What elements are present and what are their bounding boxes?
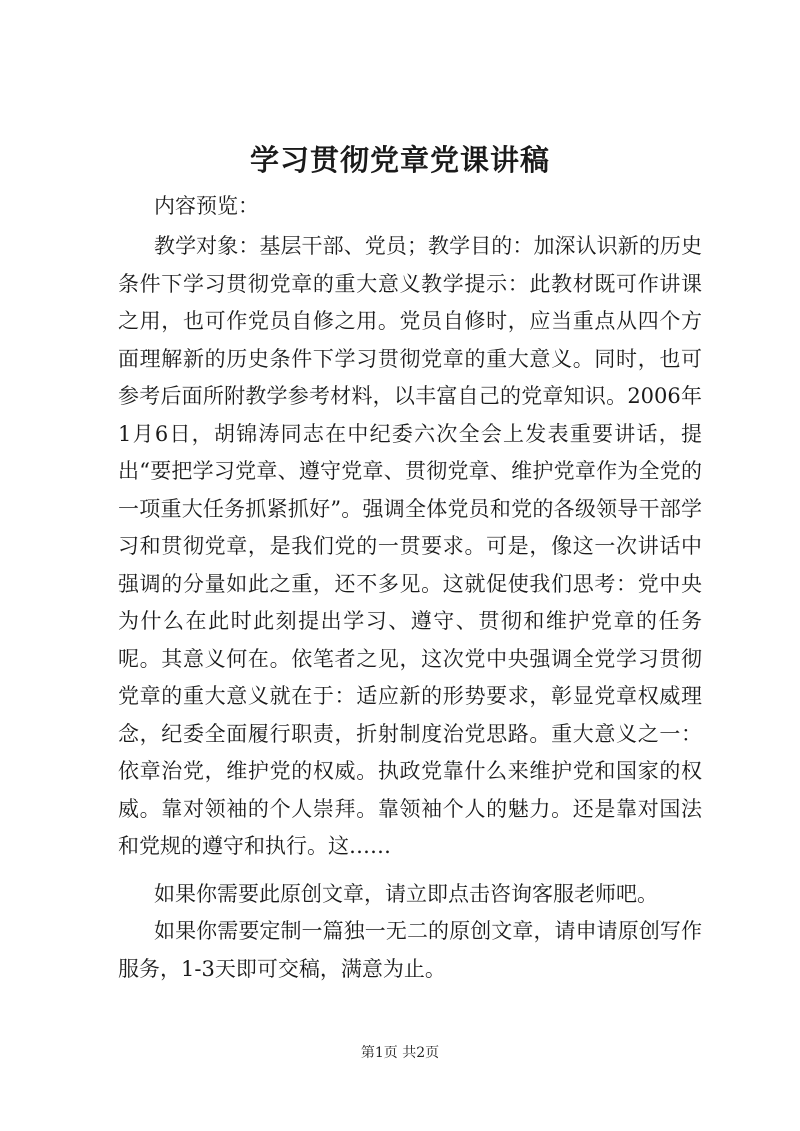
document-title: 学习贯彻党章党课讲稿 [249,143,550,177]
service-notice-custom: 如果你需要定制一篇独一无二的原创文章，请申请原创写作服务，1-3天即可交稿，满意为止。 [118,919,702,981]
page-number: 第1页 共2页 [360,1045,440,1061]
service-notice-consult: 如果你需要此原创文章，请立即点击咨询客服老师吧。 [154,882,658,906]
main-paragraph: 教学对象：基层干部、党员；教学目的：加深认识新的历史条件下学习贯彻党章的重大意义教学提示：此教材既可作讲课之用，也可作党员自修之用。党员自修时，应当重点从四个方面理解新的历史条件下学习贯彻党章的重大意义。同时，也可参考后面所附教学参考材料，以丰富自己的党章知识。2006年1月6日，胡锦涛同志在中纪委六次全会上发表重要讲话，提出“要把学习党章、遵守党章、贯彻党章、维护党章作为全党的一项重大任务抓紧抓好”。强调全体党员和党的各级领导干部学习和贯彻党章，是我们党的一贯要求。可是，像这一次讲话中强调的分量如此之重，还不多见。这就促使我们思考：党中央为什么在此时此刻提出学习、遵守、贯彻和维护党章的任务呢。其意义何在。依笔者之见，这次党中央强调全党学习贯彻党章的重大意义就在于：适应新的形势要求，彰显党章权威理念，纪委全面履行职责，折射制度治党思路。重大意义之一：依章治党，维护党的权威。执政党靠什么来维护党和国家的权威。靠对领袖的个人崇拜。靠领袖个人的魅力。还是靠对国法和党规的遵守和执行。这…… [118,234,702,858]
preview-label: 内容预览： [154,194,259,218]
